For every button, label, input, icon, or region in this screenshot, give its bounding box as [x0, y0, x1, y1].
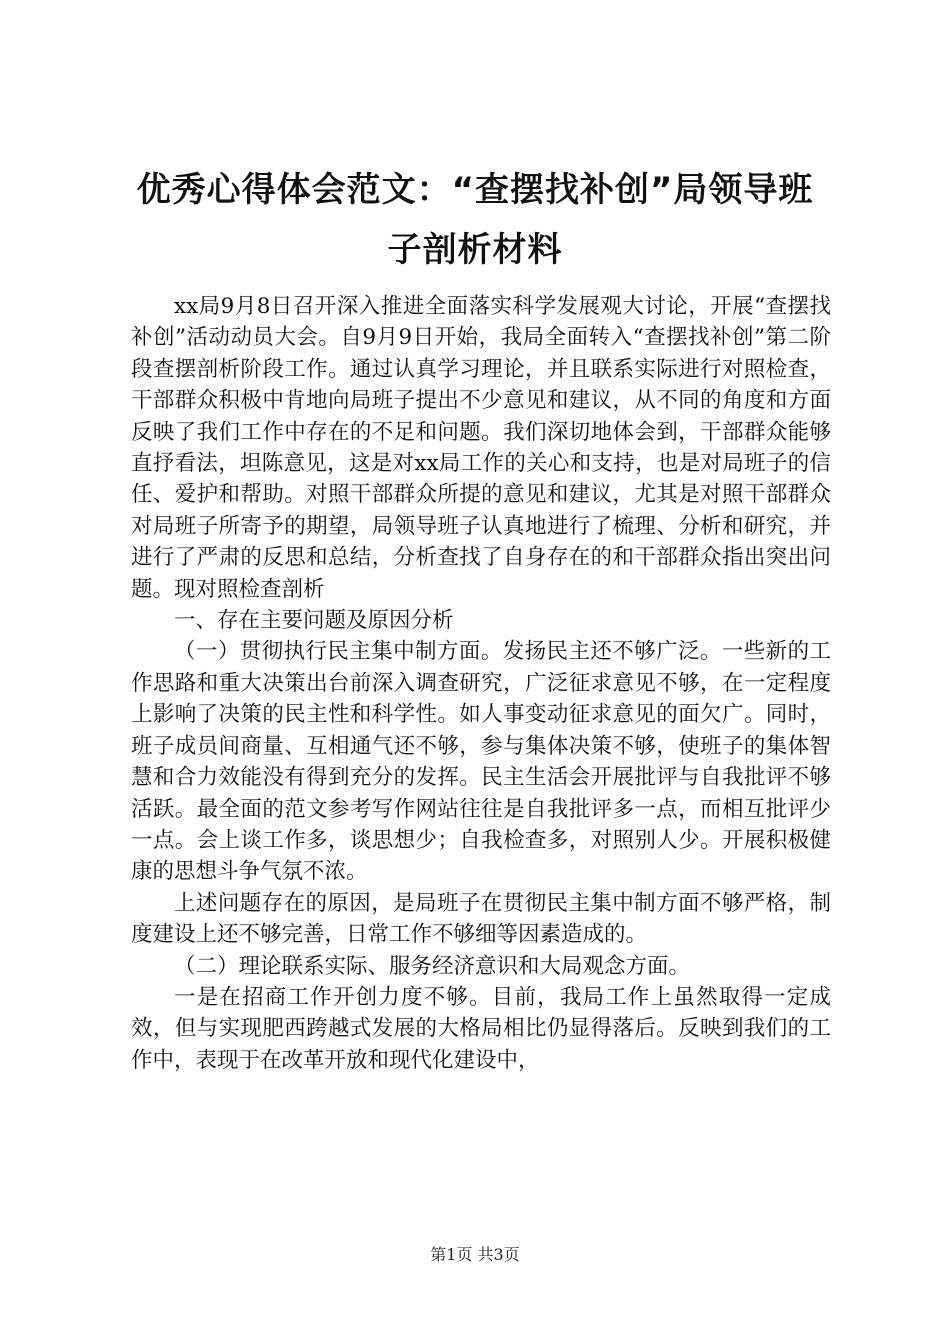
paragraph-cause-analysis: 上述问题存在的原因，是局班子在贯彻民主集中制方面不够严格，制度建设上还不够完善，日常工作不够细等因素造成的。 [131, 890, 831, 948]
document-title: 优秀心得体会范文：“查摆找补创”局领导班子剖析材料 [136, 170, 814, 270]
section-heading-1: 一、存在主要问题及原因分析 [174, 608, 454, 634]
document-body [131, 291, 831, 1076]
paragraph-intro: xx局9月8日召开深入推进全面落实科学发展观大讨论，开展“查摆找补创”活动动员大会。自9月9日开始，我局全面转入“查摆找补创”第二阶段查摆剖析阶段工作。通过认真学习理论，并且联系实际进行对照检查，干部群众积极中肯地向局班子提出不少意见和建议，从不同的角度和方面反映了我们工作中存在的不足和问题。我们深切地体会到，干部群众能够直抒看法，坦陈意见，这是对xx局工作的关心和支持，也是对局班子的信任、爱护和帮助。对照干部群众所提的意见和建议，尤其是对照干部群众对局班子所寄予的期望，局领导班子认真地进行了梳理、分析和研究，并进行了严肃的反思和总结，分析查找了自身存在的和干部群众指出突出问题。现对照检查剖析 [131, 294, 831, 602]
paragraph-democratic-centralism: （一）贯彻执行民主集中制方面。发扬民主还不够广泛。一些新的工作思路和重大决策出台前深入调查研究，广泛征求意见不够，在一定程度上影响了决策的民主性和科学性。如人事变动征求意见的面欠广。同时，班子成员间商量、互相通气还不够，参与集体决策不够，使班子的集体智慧和合力效能没有得到充分的发挥。民主生活会开展批评与自我批评不够活跃。最全面的范文参考写作网站往往是自我批评多一点，而相互批评少一点。会上谈工作多，谈思想少；自我检查多，对照别人少。开展积极健康的思想斗争气氛不浓。 [131, 639, 831, 885]
page-footer: 第1页 共3页 [430, 1245, 520, 1264]
paragraph-investment-work: 一是在招商工作开创力度不够。目前，我局工作上虽然取得一定成效，但与实现肥西跨越式发展的大格局相比仍显得落后。反映到我们的工作中，表现于在改革开放和现代化建设中， [131, 984, 831, 1073]
subsection-heading-2: （二）理论联系实际、服务经济意识和大局观念方面。 [174, 953, 691, 979]
